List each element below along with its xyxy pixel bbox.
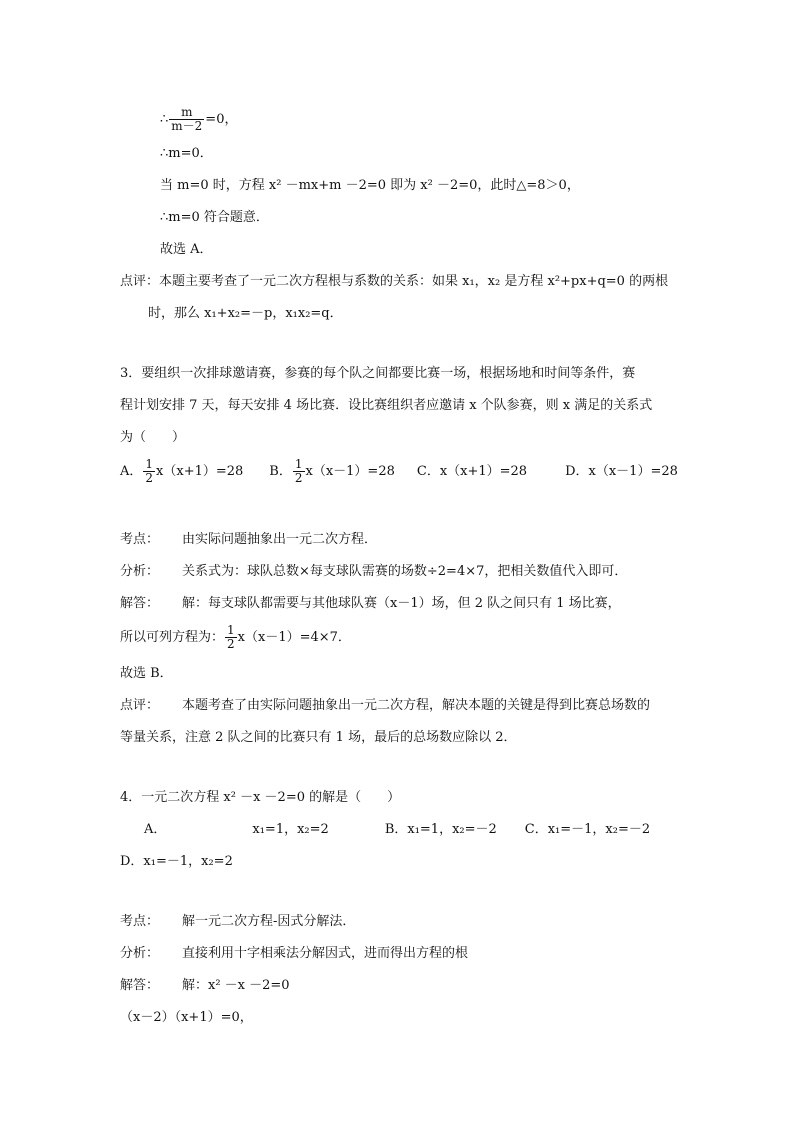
q3-kaodian: 考点： 由实际问题抽象出一元二次方程． [120, 532, 378, 547]
q4-stem: 4．一元二次方程 x² －x －2=0 的解是（ ） [120, 790, 401, 805]
fraction-one-half: $\frac{1}{2}$ [294, 457, 303, 485]
q3-option-a: A． $\frac{1}{2}$ x（x+1）=28 [120, 457, 244, 485]
q3-pingjia-line-1: 点评： 本题考查了由实际问题抽象出一元二次方程，解决本题的关键是得到比赛总场数的 [120, 698, 651, 713]
q4-option-a: x₁=1，x₂=2 [252, 822, 329, 837]
q4-option-d: D．x₁=－1，x₂=2 [120, 854, 233, 869]
q3-choice: 故选 B． [120, 666, 173, 681]
q4-kaodian: 考点： 解一元二次方程-因式分解法． [120, 914, 356, 929]
q3-pingjia-line-2: 等量关系，注意 2 队之间的比赛只有 1 场，最后的总场数应除以 2． [120, 730, 517, 745]
q2-comment-line-1: 点评：本题主要考查了一元二次方程根与系数的关系：如果 x₁，x₂ 是方程 x²+px+q=0 的两根 [120, 274, 669, 289]
q4-options-row [120, 820, 650, 840]
q2-line-4: ∴m=0 符合题意． [160, 210, 269, 225]
q3-option-d: D．x（x－1）=28 [565, 464, 678, 479]
fraction-one-half: $\frac{1}{2}$ [227, 623, 235, 651]
q2-line-5: 故选 A． [160, 242, 213, 257]
q2-line-2: ∴m=0． [160, 146, 213, 161]
q3-option-b: B． $\frac{1}{2}$ x（x－1）=28 [269, 457, 395, 485]
q4-jieda: 解答： 解：x² －x －2=0 [120, 978, 290, 993]
q3-stem-line-3: 为（ ） [120, 430, 186, 445]
fraction-one-half: $\frac{1}{2}$ [145, 457, 154, 485]
q2-line-3: 当 m=0 时，方程 x² －mx+m －2=0 即为 x² －2=0，此时△=8＞0， [160, 178, 580, 193]
q4-step-1: （x－2）（x+1）=0， [120, 1010, 253, 1025]
q3-stem-line-2: 程计划安排 7 天，每天安排 4 场比赛．设比赛组织者应邀请 x 个队参赛，则 x 满足的关系式 [120, 398, 653, 413]
q3-stem-line-1: 3．要组织一次排球邀请赛，参赛的每个队之间都要比赛一场，根据场地和时间等条件，赛 [120, 366, 636, 381]
q3-fenxi: 分析： 关系式为：球队总数×每支球队需赛的场数÷2=4×7，把相关数值代入即可． [120, 564, 628, 579]
q3-option-c: C．x（x+1）=28 [416, 464, 528, 479]
q2-comment-line-2: 时，那么 x₁+x₂=－p，x₁x₂=q． [148, 306, 343, 321]
q4-fenxi: 分析： 直接利用十字相乘法分解因式，进而得出方程的根 [120, 946, 469, 961]
q3-options [120, 458, 678, 485]
q4-option-a-label: A． [144, 822, 167, 837]
q2-line-1: ∴ $\frac{m}{m-2}$ =0， [160, 105, 238, 133]
q4-option-c: C．x₁=－1，x₂=－2 [524, 822, 651, 837]
q3-jieda: 解答： 解：每支球队都需要与其他球队赛（x－1）场，但 2 队之间只有 1 场比赛， [120, 596, 621, 611]
fraction-m-over-m-minus-2: $\frac{m}{m-2}$ [171, 105, 203, 133]
q4-option-b: B．x₁=1，x₂=－2 [384, 822, 497, 837]
q3-equation: 所以可列方程为： $\frac{1}{2}$ x（x－1）=4×7． [120, 623, 351, 651]
therefore-symbol: ∴ [160, 112, 169, 127]
